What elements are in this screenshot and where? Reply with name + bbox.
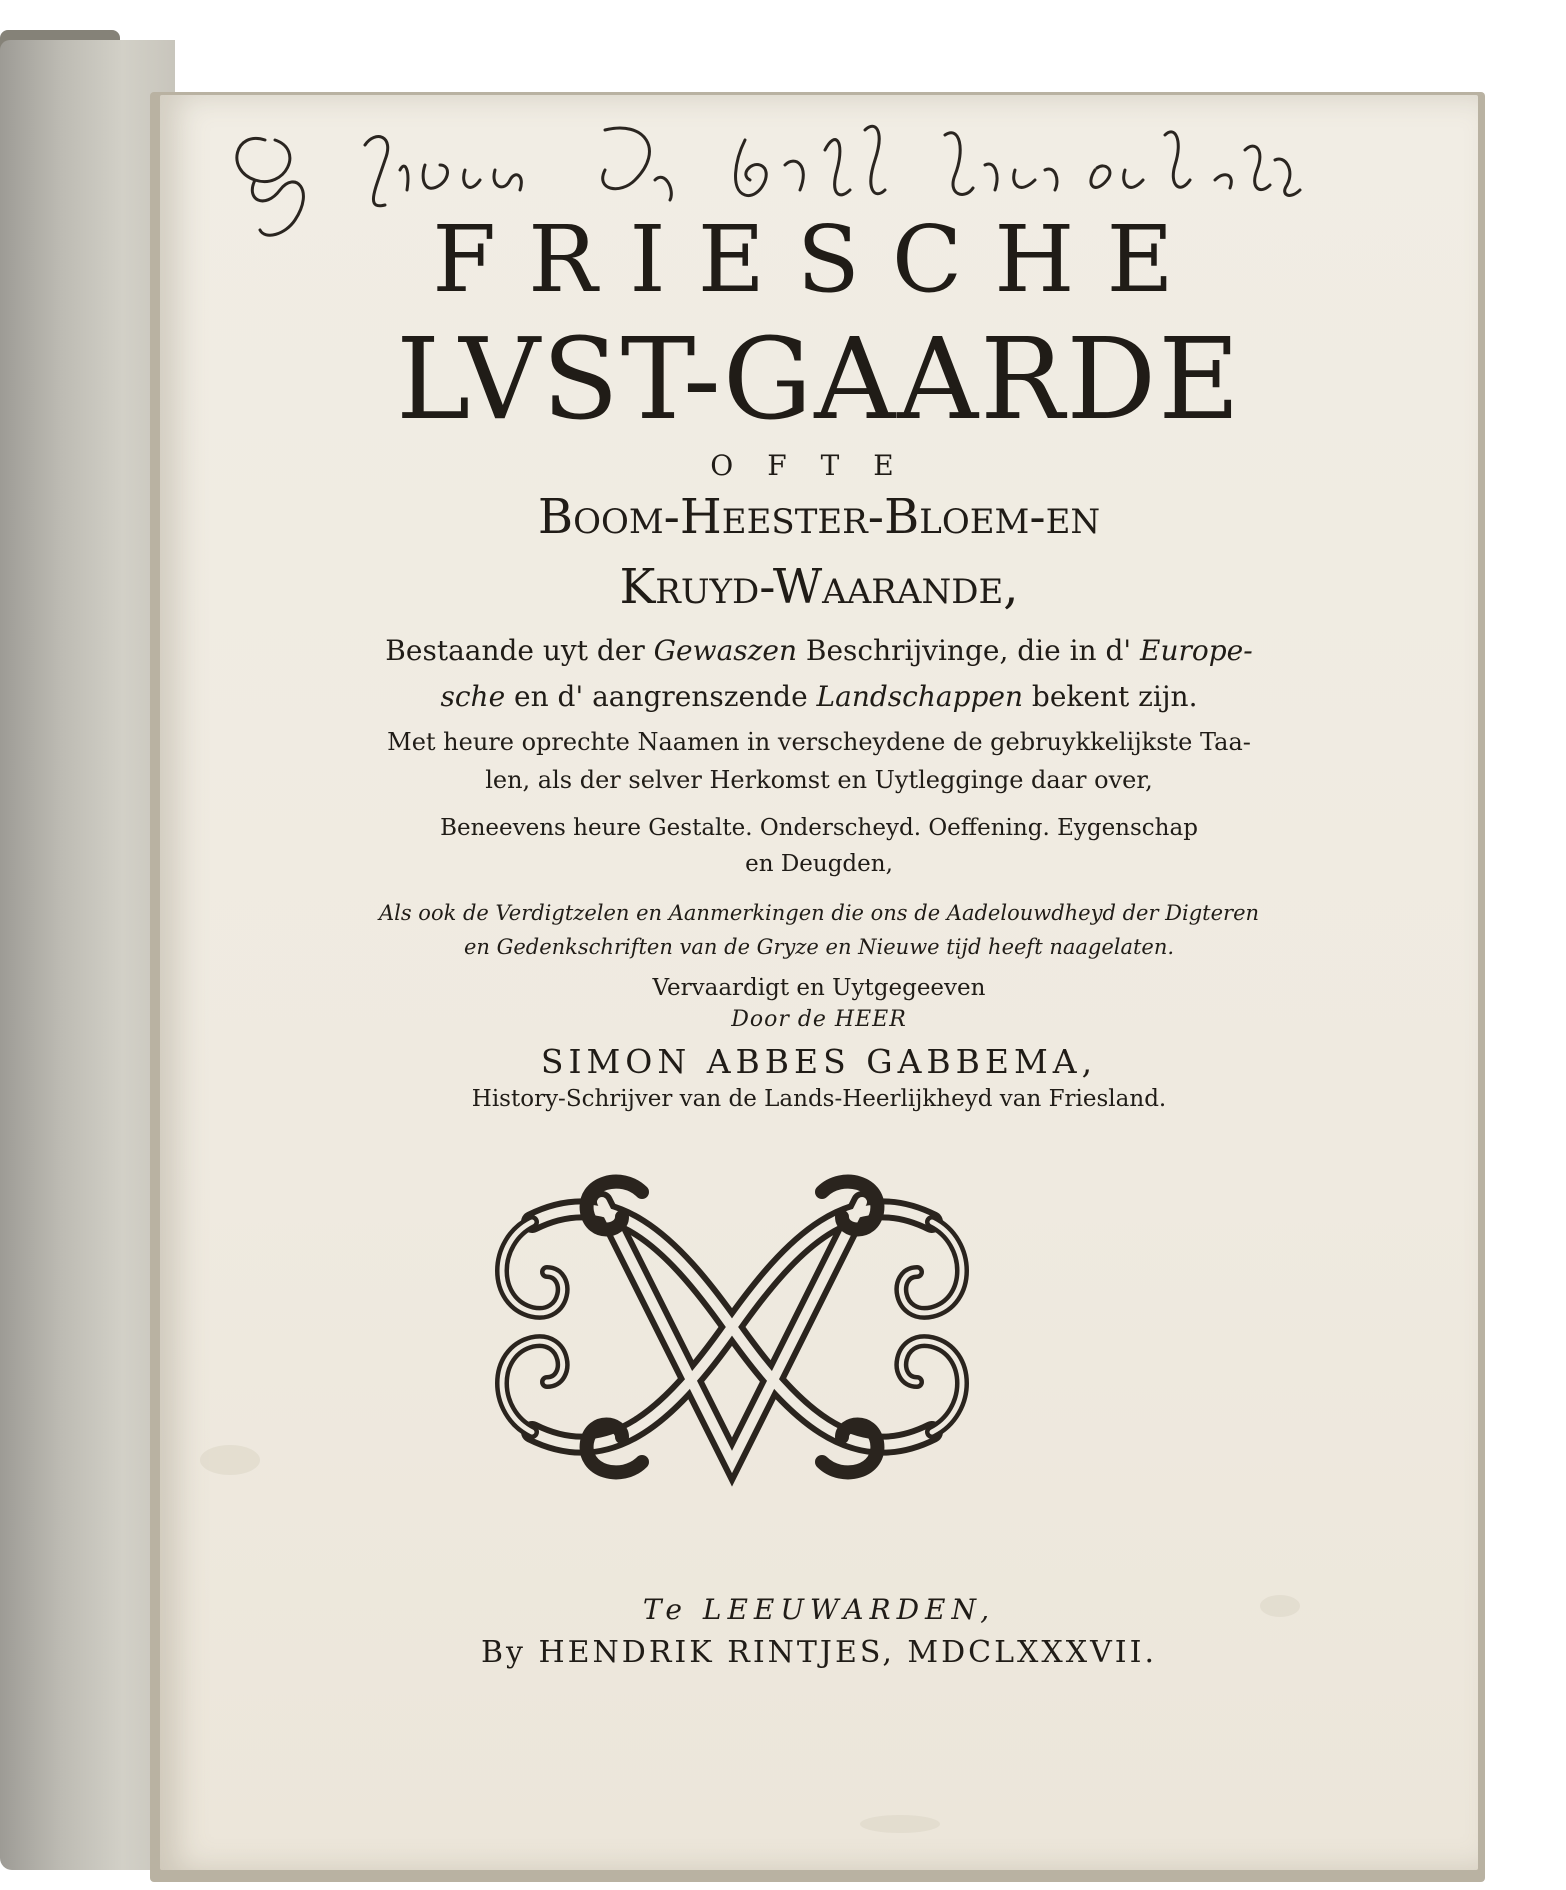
desc1-italic: Landschappen (816, 680, 1024, 713)
imprint-place: Te LEEUWARDEN, (642, 1593, 996, 1626)
desc2-line-2: len, als der selver Herkomst en Uytlegginge daar over, (485, 766, 1153, 794)
desc3-line-1: Beneevens heure Gestalte. Onderscheyd. Oeffening. Eygenschap (440, 815, 1198, 841)
title-line-2: LVST-GAARDE (396, 315, 1242, 445)
desc3-line-2: en Deugden, (745, 851, 893, 877)
description-paragraph-4 (160, 896, 1478, 964)
title-line-1: FRIESCHE (432, 206, 1206, 313)
subtitle-line-2: Kruyd-Waarande, (619, 559, 1019, 615)
desc4-line-1: Als ook de Verdigtzelen en Aanmerkingen die ons de Aadelouwdheyd der Digteren (378, 901, 1260, 925)
description-paragraph-2 (160, 723, 1478, 799)
author-role: History-Schrijver van de Lands-Heerlijkheyd van Friesland. (471, 1086, 1167, 1112)
desc1-part: Bestaande uyt der (385, 634, 654, 667)
desc4-line-2: en Gedenkschriften van de Gryze en Nieuwe tijd heeft naagelaten. (463, 935, 1175, 959)
ornament-monogram-icon (472, 1162, 992, 1492)
desc1-italic: Gewaszen (653, 634, 797, 667)
description-paragraph-1 (160, 628, 1478, 720)
desc1-part: bekent zijn. (1023, 680, 1198, 713)
desc1-part: en d' aangrenszende (505, 680, 817, 713)
imprint-printer: By HENDRIK RINTJES, MDCLXXXVII. (480, 1635, 1158, 1670)
title-connector: OFTE (710, 449, 928, 482)
desc1-italic: Europe- (1140, 634, 1253, 667)
desc1-italic: sche (440, 680, 506, 713)
description-paragraph-3 (160, 810, 1478, 882)
author-name: SIMON ABBES GABBEMA, (540, 1042, 1098, 1081)
made-by-line: Vervaardigt en Uytgegeeven (652, 975, 986, 1001)
book-spine (0, 40, 175, 1870)
desc1-part: Beschrijvinge, die in d' (797, 634, 1141, 667)
subtitle-line-1: Boom-Heester-Bloem-en (537, 489, 1101, 545)
desc2-line-1: Met heure oprechte Naamen in verscheydene de gebruykkelijkste Taa- (387, 728, 1251, 756)
door-line: Door de HEER (731, 1007, 907, 1032)
